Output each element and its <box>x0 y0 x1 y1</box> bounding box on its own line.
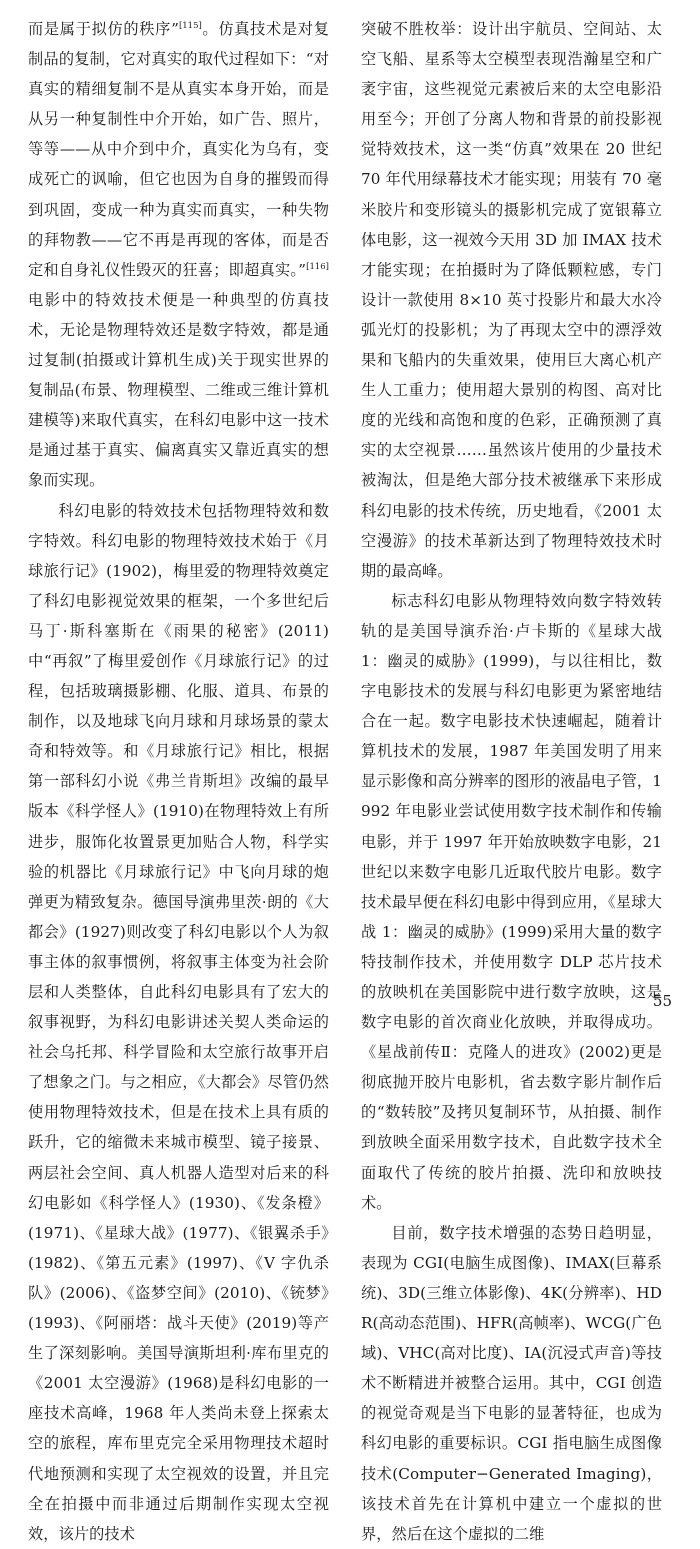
left-text-column <box>18 14 329 1549</box>
paragraph-right-1: 突破不胜枚举：设计出宇航员、空间站、太空飞船、星系等太空模型表现浩瀚星空和广袤宇宙，这些视觉元素被后来的太空电影沿用至今；开创了分离人物和背景的前投影视觉特效技术，这一类“仿真”效果在 20 世纪 70 年代用绿幕技术才能实现；用装有 70 毫米胶片和变形镜头的摄影机完成了宽银幕立体电影，这一视效今天用 3D 加 IMAX 技术才能实现；在拍摄时为了降低颗粒感，专门设计一款使用 8×10 英寸投影片和最大水冷弧光灯的投影机；为了再现太空中的漂浮效果和飞船内的失重效果，使用巨大离心机产生人工重力；使用超大景别的构图、高对比度的光线和高饱和度的色彩，正确预测了真实的太空视景……虽然该片使用的少量技术被淘汰，但是绝大部分技术被继承下来形成科幻电影的技术传统，历史地看，《2001 太空漫游》的技术革新达到了物理特效技术时期的最高峰。 <box>361 20 662 580</box>
paragraph-right-2: 标志科幻电影从物理特效向数字特效转轨的是美国导演乔治·卢卡斯的《星球大战 1：幽灵的威胁》(1999)，与以往相比，数字电影技术的发展与科幻电影更为紧密地结合在一起。数字电影技术快速崛起，随着计算机技术的发展，1987 年美国发明了用来显示影像和高分辨率的图形的液晶电子管，1992 年电影业尝试使用数字技术制作和传输电影，并于 1997 年开始放映数字电影，21 世纪以来数字电影几近取代胶片电影。数字技术最早便在科幻电影中得到应用，《星球大战 1：幽灵的威胁》(1999)采用大量的数字特技制作技术，并使用数字 DLP 芯片技术的放映机在美国影院中进行数字放映，这是数字电影的首次商业化放映，并取得成功。《星战前传Ⅱ：克隆人的进攻》(2002)更是彻底抛开胶片电影机，省去数字影片制作后的“数转胶”及拷贝复制环节，从拍摄、制作到放映全面采用数字技术，自此数字技术全面取代了传统的胶片拍摄、洗印和放映技术。 <box>361 591 662 1212</box>
paragraph-left-2: 科幻电影的特效技术包括物理特效和数字特效。科幻电影的物理特效技术始于《月球旅行记》(1902)，梅里爱的物理特效奠定了科幻电影视觉效果的框架，一个多世纪后马丁·斯科塞斯在《雨果的秘密》(2011)中“再叙”了梅里爱创作《月球旅行记》的过程，包括玻璃摄影棚、化服、道具、布景的制作，以及地球飞向月球和月球场景的蒙太奇和特效等。和《月球旅行记》相比，根据第一部科幻小说《弗兰肯斯坦》改编的最早版本《科学怪人》(1910)在物理特效上有所进步，服饰化妆置景更加贴合人物，科学实验的机器比《月球旅行记》中飞向月球的炮弹更为精致复杂。德国导演弗里茨·朗的《大都会》(1927)则改变了科幻电影以个人为叙事主体的叙事惯例，将叙事主体变为社会阶层和人类整体，自此科幻电影具有了宏大的叙事视野，为科幻电影讲述关契人类命运的社会乌托邦、科学冒险和太空旅行故事开启了想象之门。与之相应，《大都会》尽管仍然使用物理特效技术，但是在技术上具有质的跃升，它的缩微未来城市模型、镜子接景、两层社会空间、真人机器人造型对后来的科幻电影如《科学怪人》(1930)、《发条橙》(1971)、《星球大战》(1977)、《银翼杀手》(1982)、《第五元素》(1997)、《V 字仇杀队》(2006)、《盗梦空间》(2010)、《铳梦》(1993)、《阿丽塔：战斗天使》(2019)等产生了深刻影响。美国导演斯坦利·库布里克的《2001 太空漫游》(1968)是科幻电影的一座技术高峰，1968 年人类尚未登上探索太空的旅程，库布里克完全采用物理技术超时代地预测和实现了太空视效的设置，并且完全在拍摄中而非通过后期制作实现太空视效，该片的技术 <box>28 501 329 1543</box>
paragraph-left-1: 而是属于拟仿的秩序”[115]。仿真技术是对复制品的复制，它对真实的取代过程如下：“对真实的精细复制不是从真实本身开始，而是从另一种复制性中介开始，如广告、照片，等等——从中介到中介，真实化为乌有，变成死亡的讽喻，但它也因为自身的摧毁而得到巩固，变成一种为真实而真实，一种失物的拜物教——它不再是再现的客体，而是否定和自身礼仪性毁灭的狂喜；即超真实。”[116]电影中的特效技术便是一种典型的仿真技术，无论是物理特效还是数字特效，都是通过复制(拍摄或计算机生成)关于现实世界的复制品(布景、物理模型、二维或三维计算机建模等)来取代真实，在科幻电影中这一技术是通过基于真实、偏离真实又靠近真实的想象而实现。 <box>28 20 329 490</box>
footnote-marker: [116] <box>306 261 329 272</box>
footnote-marker: [115] <box>178 20 202 31</box>
right-text-column <box>351 14 662 1549</box>
page-number: 55 <box>652 992 672 1010</box>
paragraph-right-3: 目前，数字技术增强的态势日趋明显，表现为 CGI(电脑生成图像)、IMAX(巨幕系统)、3D(三维立体影像)、4K(分辨率)、HDR(高动态范围)、HFR(高帧率)、WCG(广色域)、VHC(高对比度)、IA(沉浸式声音)等技术不断精进并被整合运用。其中，CGI 创造的视觉奇观是当下电影的显著特征，也成为科幻电影的重要标识。CGI 指电脑生成图像技术(Computer−Generated Imaging)，该技术首先在计算机中建立一个虚拟的世界，然后在这个虚拟的二维 <box>361 1223 662 1543</box>
